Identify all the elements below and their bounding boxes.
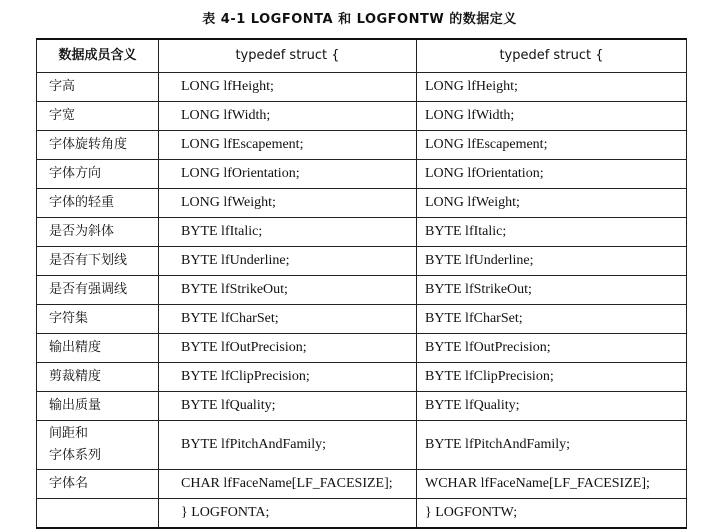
- logfonta-cell: LONG lfWeight;: [159, 189, 417, 218]
- meaning-line-2: 字体系列: [49, 448, 102, 463]
- logfontw-cell: } LOGFONTW;: [417, 499, 687, 529]
- logfontw-cell: BYTE lfCharSet;: [417, 305, 687, 334]
- meaning-cell: [37, 499, 159, 529]
- logfonta-cell: LONG lfWidth;: [159, 102, 417, 131]
- logfonta-cell: CHAR lfFaceName[LF_FACESIZE];: [159, 470, 417, 499]
- logfontw-cell: LONG lfOrientation;: [417, 160, 687, 189]
- logfonta-cell: } LOGFONTA;: [159, 499, 417, 529]
- meaning-cell: 字体旋转角度: [37, 131, 159, 160]
- logfonta-cell: BYTE lfClipPrecision;: [159, 363, 417, 392]
- header-logfontw: typedef struct {: [417, 39, 687, 73]
- table-row: [37, 160, 687, 189]
- logfontw-cell: BYTE lfQuality;: [417, 392, 687, 421]
- logfontw-cell: BYTE lfUnderline;: [417, 247, 687, 276]
- table-header-row: [37, 39, 687, 73]
- logfontw-cell: BYTE lfStrikeOut;: [417, 276, 687, 305]
- logfontw-cell: BYTE lfPitchAndFamily;: [417, 421, 687, 470]
- logfonta-cell: BYTE lfCharSet;: [159, 305, 417, 334]
- meaning-cell: 字宽: [37, 102, 159, 131]
- logfontw-cell: BYTE lfOutPrecision;: [417, 334, 687, 363]
- meaning-cell: 字体名: [37, 470, 159, 499]
- logfonta-cell: BYTE lfItalic;: [159, 218, 417, 247]
- meaning-cell: 是否为斜体: [37, 218, 159, 247]
- header-meaning: 数据成员含义: [37, 39, 159, 73]
- meaning-cell: 输出质量: [37, 392, 159, 421]
- meaning-cell: 是否有下划线: [37, 247, 159, 276]
- meaning-cell: 字体的轻重: [37, 189, 159, 218]
- meaning-cell: 字体方向: [37, 160, 159, 189]
- table-row: [37, 218, 687, 247]
- meaning-cell: 是否有强调线: [37, 276, 159, 305]
- header-logfonta: typedef struct {: [159, 39, 417, 73]
- logfonta-cell: BYTE lfPitchAndFamily;: [159, 421, 417, 470]
- logfontw-cell: LONG lfHeight;: [417, 73, 687, 102]
- logfontw-cell: LONG lfWidth;: [417, 102, 687, 131]
- meaning-line-1: 间距和: [49, 426, 89, 441]
- logfontw-cell: BYTE lfItalic;: [417, 218, 687, 247]
- logfonta-cell: LONG lfEscapement;: [159, 131, 417, 160]
- logfontw-cell: BYTE lfClipPrecision;: [417, 363, 687, 392]
- table-row: [37, 305, 687, 334]
- logfontw-cell: LONG lfWeight;: [417, 189, 687, 218]
- meaning-cell: 剪裁精度: [37, 363, 159, 392]
- logfonta-cell: LONG lfOrientation;: [159, 160, 417, 189]
- logfonta-cell: BYTE lfUnderline;: [159, 247, 417, 276]
- logfonta-cell: LONG lfHeight;: [159, 73, 417, 102]
- logfonta-cell: BYTE lfQuality;: [159, 392, 417, 421]
- table-row: [37, 334, 687, 363]
- table-row: [37, 73, 687, 102]
- table-row-pitch: [37, 421, 687, 470]
- meaning-cell: 字符集: [37, 305, 159, 334]
- logfonta-cell: BYTE lfStrikeOut;: [159, 276, 417, 305]
- table-row-end: [37, 499, 687, 529]
- meaning-cell: 输出精度: [37, 334, 159, 363]
- logfontw-cell: LONG lfEscapement;: [417, 131, 687, 160]
- logfont-table: [36, 38, 687, 529]
- logfontw-cell: WCHAR lfFaceName[LF_FACESIZE];: [417, 470, 687, 499]
- logfonta-cell: BYTE lfOutPrecision;: [159, 334, 417, 363]
- table-row: [37, 276, 687, 305]
- table-row: [37, 247, 687, 276]
- meaning-cell: [37, 421, 159, 470]
- table-row: [37, 189, 687, 218]
- table-caption: 表 4-1 LOGFONTA 和 LOGFONTW 的数据定义: [202, 12, 517, 27]
- table-row-facename: [37, 470, 687, 499]
- table-row: [37, 102, 687, 131]
- meaning-cell: 字高: [37, 73, 159, 102]
- table-row: [37, 131, 687, 160]
- table-row: [37, 363, 687, 392]
- table-row: [37, 392, 687, 421]
